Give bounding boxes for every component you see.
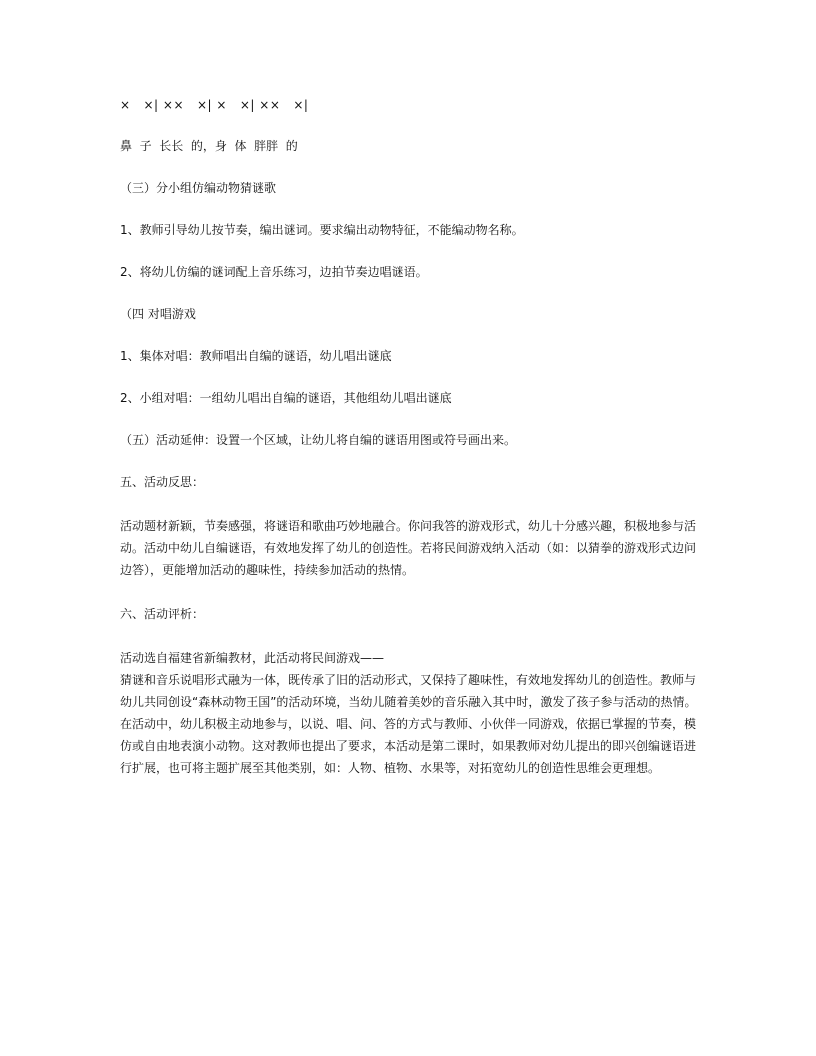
paragraph-line: 猜谜和音乐说唱形式融为一体，既传承了旧的活动形式，又保持了趣味性，有效地发挥幼儿的创造性。教师与 xyxy=(120,673,697,687)
reflection-heading: 五、活动反思： xyxy=(120,475,205,489)
list-item-3-1: 1、教师引导幼儿按节奏，编出谜词。要求编出动物特征，不能编动物名称。 xyxy=(120,223,524,237)
paragraph-line: 仿或自由地表演小动物。这对教师也提出了要求，本活动是第二课时，如果教师对幼儿提出的即兴创编谜语进 xyxy=(120,739,697,753)
paragraph-line: 在活动中，幼儿积极主动地参与，以说、唱、问、答的方式与教师、小伙伴一同游戏，依据已掌握的节奏，模 xyxy=(120,717,697,731)
paragraph-line: 动。活动中幼儿自编谜语，有效地发挥了幼儿的创造性。若将民间游戏纳入活动（如：以猜拳的游戏形式边问 xyxy=(120,541,697,555)
list-item-3-2: 2、将幼儿仿编的谜词配上音乐练习，边拍节奏边唱谜语。 xyxy=(120,265,428,279)
reflection-paragraph xyxy=(120,515,700,581)
paragraph-line: 行扩展，也可将主题扩展至其他类别，如：人物、植物、水果等，对拓宽幼儿的创造性思维会更理想。 xyxy=(120,761,661,775)
list-item-4-2: 2、小组对唱：一组幼儿唱出自编的谜语，其他组幼儿唱出谜底 xyxy=(120,391,452,405)
rhythm-notation: × ×| ×× ×| × ×| ×× ×| xyxy=(120,98,309,112)
paragraph-line: 活动选自福建省新编教材，此活动将民间游戏—— xyxy=(120,651,385,665)
evaluation-heading: 六、活动评析： xyxy=(120,607,205,621)
document-body xyxy=(120,96,700,803)
paragraph-line: 活动题材新颖，节奏感强，将谜语和歌曲巧妙地融合。你问我答的游戏形式，幼儿十分感兴趣，积极地参与活 xyxy=(120,519,697,533)
paragraph-line: 幼儿共同创设“森林动物王国”的活动环境，当幼儿随着美妙的音乐融入其中时，激发了孩子参与活动的热情。 xyxy=(120,695,697,709)
evaluation-paragraph xyxy=(120,647,700,779)
section-5-line: （五）活动延伸：设置一个区域，让幼儿将自编的谜语用图或符号画出来。 xyxy=(120,433,517,447)
list-item-4-1: 1、集体对唱：教师唱出自编的谜语，幼儿唱出谜底 xyxy=(120,349,392,363)
paragraph-line: 边答），更能增加活动的趣味性，持续参加活动的热情。 xyxy=(120,563,415,577)
lyrics-line: 鼻 子 长长 的，身 体 胖胖 的 xyxy=(120,139,298,153)
section-4-heading: （四 对唱游戏 xyxy=(120,307,196,321)
section-3-heading: （三）分小组仿编动物猜谜歌 xyxy=(120,181,277,195)
